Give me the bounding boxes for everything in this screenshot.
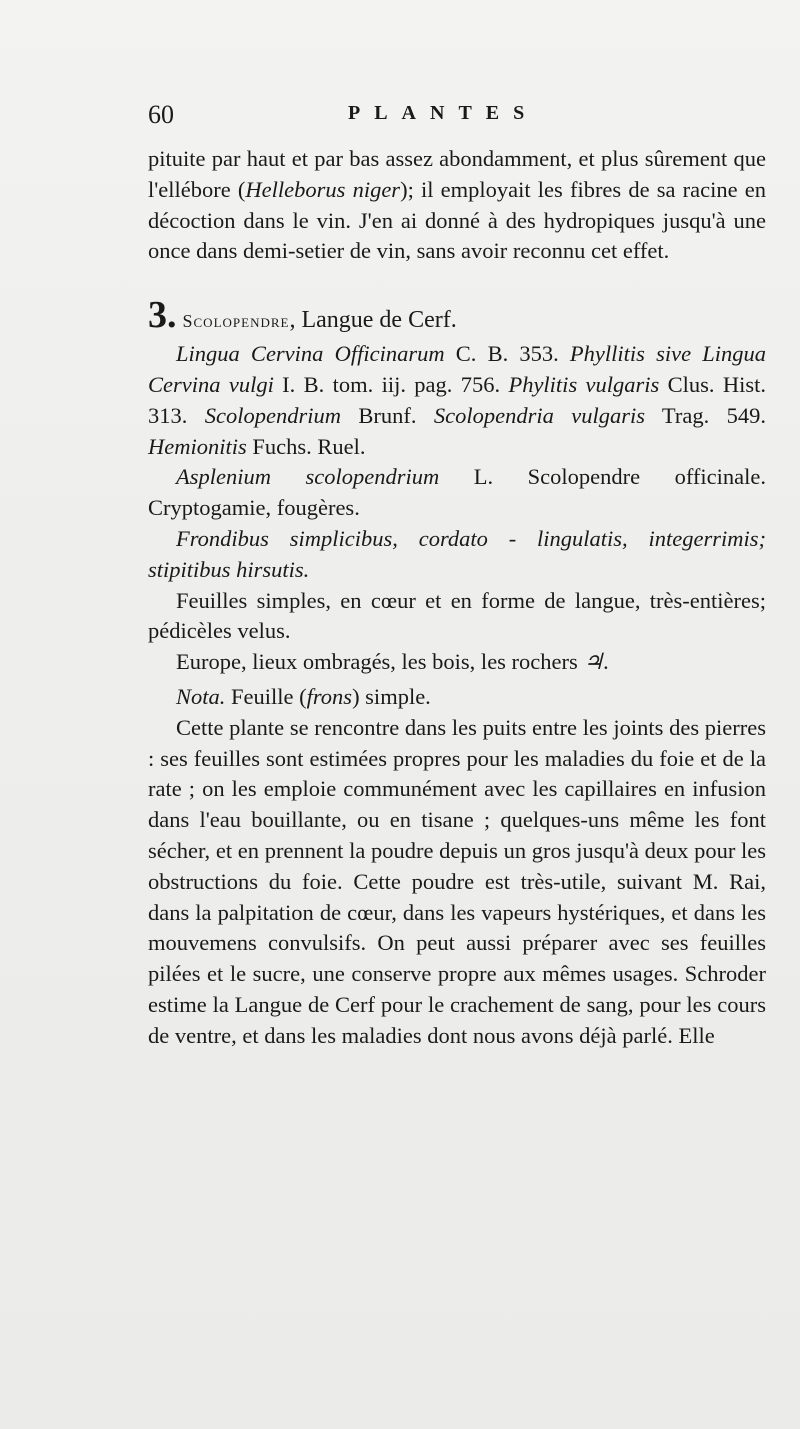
running-head: PLANTES bbox=[348, 102, 539, 124]
paragraph-continued: pituite par haut et par bas assez abondamment, et plus sûrement que l'ellébore (Helleborus niger); il employait les fibres de sa racine en décoction dans le vin. J'en ai donné à des hydropiques jusqu'à une once dans demi-setier de vin, sans avoir reconnu cet effet. bbox=[148, 146, 766, 264]
entry-title: Scolopendre bbox=[182, 311, 290, 332]
entry-heading bbox=[148, 294, 766, 339]
linnaean-paragraph: Asplenium scolopendrium L. Scolopendre officinale. Cryptogamie, fougères. bbox=[148, 464, 766, 521]
entry-common-name: , Langue de Cerf. bbox=[289, 307, 457, 334]
perennial-symbol: ♃. bbox=[583, 649, 610, 675]
body-paragraph: Cette plante se rencontre dans les puits entre les joints des pierres : ses feuilles sont estimées propres pour les maladies du foie et de la rate ; on les emploie communément avec les capillaires en infusion dans l'eau bouillante, ou en tisane ; quelques-uns même les font sécher, et en prennent la poudre depuis un gros jusqu'à deux pour les obstructions du foie. Cette poudre est très-utile, suivant M. Rai, dans la palpitation de cœur, dans les vapeurs hystériques, et dans les mouvemens convulsifs. On peut aussi préparer avec ses feuilles pilées et le sucre, une conserve propre aux mêmes usages. Schroder estime la Langue de Cerf pour le crachement de sang, pour les cours de ventre, et dans les maladies dont nous avons déjà parlé. Elle bbox=[148, 714, 766, 1048]
entry-number: 3. bbox=[148, 294, 177, 337]
page-number: 60 bbox=[148, 100, 174, 129]
habitat-paragraph: Europe, lieux ombragés, les bois, les rochers ♃. bbox=[176, 649, 610, 675]
synonyms-paragraph: Lingua Cervina Officinarum C. B. 353. Phyllitis sive Lingua Cervina vulgi I. B. tom. iij. pag. 756. Phylitis vulgaris Clus. Hist. 313. Scolopendrium Brunf. Scolopendria vulgaris Trag. 549. Hemionitis Fuchs. Ruel. bbox=[148, 341, 766, 459]
nota-paragraph: Nota. Feuille (frons) simple. bbox=[176, 683, 431, 709]
leaves-description: Feuilles simples, en cœur et en forme de langue, très-entières; pédicèles velus. bbox=[148, 587, 766, 644]
latin-description: Frondibus simplicibus, cordato - lingulatis, integerrimis; stipitibus hirsutis. bbox=[148, 525, 766, 582]
latin-name: Helleborus niger bbox=[245, 176, 401, 202]
page-header bbox=[148, 96, 768, 136]
page-text bbox=[148, 144, 766, 1052]
